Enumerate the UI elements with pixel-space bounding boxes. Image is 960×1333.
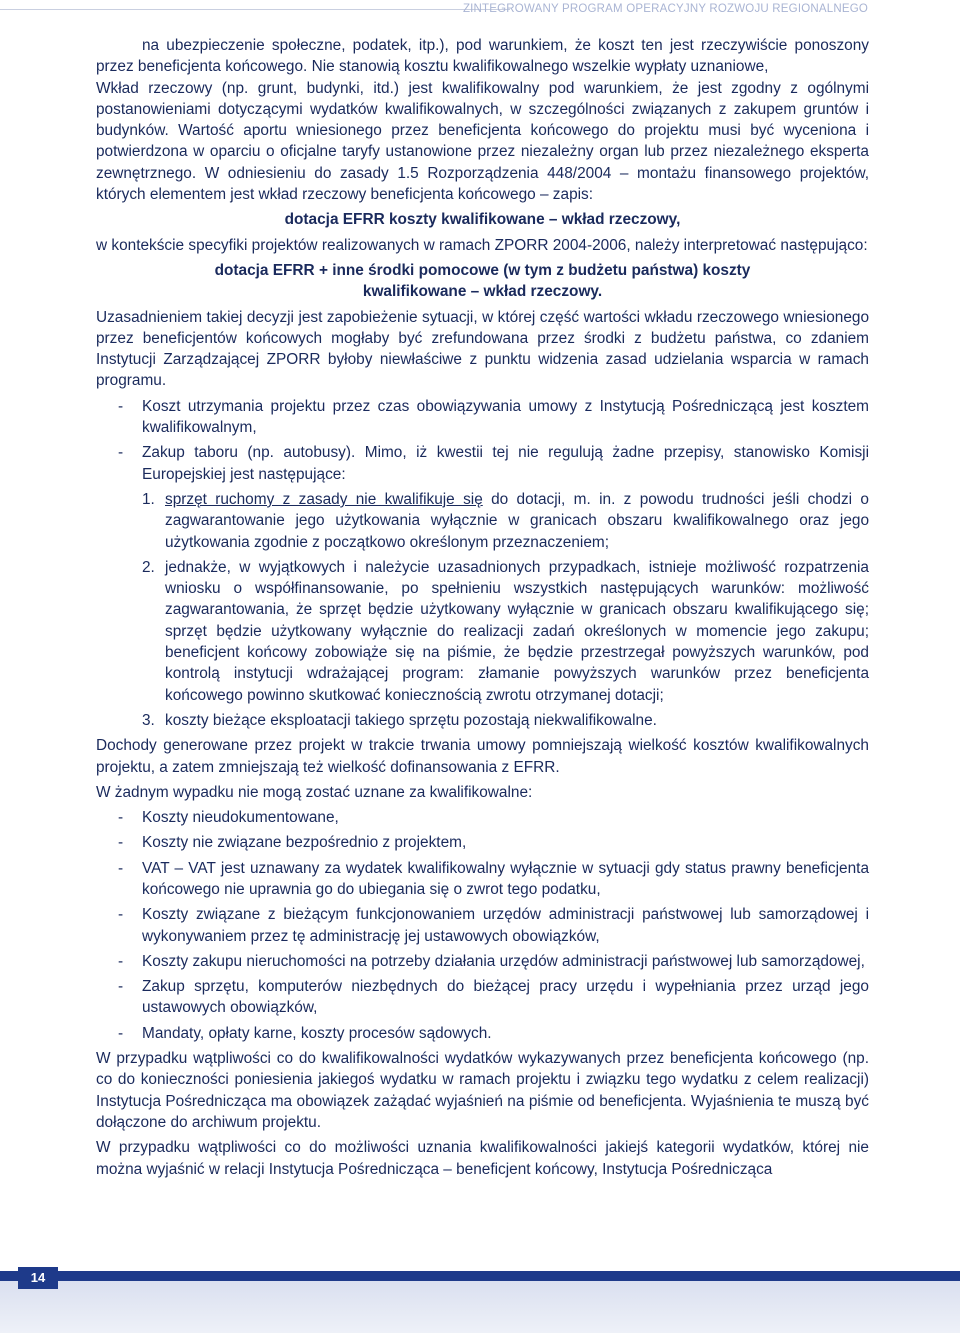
paragraph-doubts-expenses: W przypadku wątpliwości co do kwalifikowalności wydatków wykazywanych przez beneficjenta końcowego (np. co do konieczności poniesienia jakiegoś wydatku w ramach projektu i związku tego wydatku z celem realizacji) Instytucja Pośrednicząca ma obowiązek zażądać wyjaśnień na piśmie od beneficjenta. Wyjaśnienia te muszą być dołączone do archiwum projektu. — [96, 1050, 869, 1131]
paragraph-ineligible-intro: W żadnym wypadku nie mogą zostać uznane za kwalifikowalne: — [96, 783, 533, 801]
paragraph-wklad-rzeczowy: Wkład rzeczowy (np. grunt, budynki, itd.) jest kwalifikowalny pod warunkiem, że jest zgodny z ogólnymi postanowieniami dotyczącymi wydatków kwalifikowalnych, w szczególności związanych z zakupem gruntów i budynków. Wartość aportu wniesionego przez beneficjenta końcowego do projektu musi być wyceniona i potwierdzona w oparciu o oficjalne taryfy ustanowione przez niezależny organ lub przez niezależnego eksperta zewnętrznego. W odniesieniu do zasady 1.5 Rozporządzenia 448/2004 – montażu finansowego projektów, których elementem jest wkład rzeczowy beneficjenta końcowego – zapis: — [96, 79, 869, 204]
commission-position-list — [96, 489, 869, 731]
list-item: - Koszt utrzymania projektu przez czas obowiązywania umowy z Instytucją Pośredniczącą jest kosztem kwalifikowalnym, — [118, 397, 869, 437]
dash-marker: - — [118, 859, 124, 877]
dash-marker: - — [118, 1024, 124, 1042]
list-item: - Koszty nieudokumentowane, — [96, 807, 869, 828]
running-header: ZINTEGROWANY PROGRAM OPERACYJNY ROZWOJU REGIONALNEGO — [462, 3, 868, 15]
dash-marker: - — [118, 834, 124, 852]
formula-efrr: dotacja EFRR koszty kwalifikowane – wkład rzeczowy, — [284, 211, 681, 229]
page-number: 14 — [18, 1267, 58, 1289]
numbered-item: 2. jednakże, w wyjątkowych i należycie uzasadnionych przypadkach, istnieje możliwość rozpatrzenia wniosku o współfinansowanie, po spełnieniu wszystkich następujących warunków: możliwość zagwarantowania, że sprzęt będzie użytkowany wyłącznie w granicach obszaru kwalifikującego się; sprzęt będzie użytkowany wyłącznie do realizacji zadań określonych w momencie jego zakupu; beneficjent końcowy zobowiąże się na piśmie, że będzie przestrzegał powyższych warunków, pod kontrolą instytucji wdrażającej program: złamanie powyższych warunków przez beneficjenta końcowego powinno skutkować koniecznością zwrotu otrzymanej dotacji; — [142, 558, 869, 704]
list-item: - VAT – VAT jest uznawany za wydatek kwalifikowalny wyłącznie w sytuacji gdy status prawny beneficjenta końcowego nie uprawnia go do ubiegania się o zwrot tego podatku, — [118, 859, 869, 898]
dash-marker: - — [118, 952, 124, 970]
eligible-costs-list — [96, 396, 869, 485]
paragraph-justification: Uzasadnieniem takiej decyzji jest zapobieżenie sytuacji, w której część wartości wkładu rzeczowego wniesionego przez beneficjentów końcowych mogłaby być zrefundowana przez środki z budżetu państwa, co zdaniem Instytucji Zarządzającej ZPORR byłoby niewłaściwe z punktu widzenia zasad udzielania wsparcia w ramach programu. — [96, 308, 869, 390]
paragraph-doubts-categories: W przypadku wątpliwości co do możliwości uznania kwalifikowalności jakiejś kategorii wydatków, której nie można wyjaśnić w relacji Instytucja Pośrednicząca – beneficjent końcowy, Instytucja Pośrednicząca — [96, 1139, 869, 1178]
list-item: - Koszty zakupu nieruchomości na potrzeby działania urzędów administracji państwowej lub samorządowej, — [96, 951, 869, 972]
numbered-item: 1. sprzęt ruchomy z zasady nie kwalifikuje się do dotacji, m. in. z powodu trudności jeśli chodzi o zagwarantowanie jego użytkowania wyłącznie w granicach obszaru kwalifikowalnego oraz jego użytkowania zgodnie z początkowo określonym przeznaczeniem; — [142, 490, 869, 551]
dash-marker: - — [118, 397, 124, 415]
numbered-item: 3. koszty bieżące eksploatacji takiego sprzętu pozostają niekwalifikowalne. — [96, 710, 869, 731]
page-body — [96, 35, 869, 1184]
list-item: - Koszty związane z bieżącym funkcjonowaniem urzędów administracji państwowej lub samorządowej i wykonywaniem przez tę administrację jej ustawowych obowiązków, — [118, 906, 869, 945]
dash-marker: - — [118, 444, 124, 462]
paragraph-intro-continued: na ubezpieczenie społeczne, podatek, itp.), pod warunkiem, że koszt ten jest rzeczywiście ponoszony przez beneficjenta końcowego. Nie stanowią kosztu kwalifikowalnego wszelkie wypłaty uznaniowe, — [96, 37, 869, 76]
underlined-phrase: sprzęt ruchomy z zasady nie kwalifikuje się — [165, 490, 483, 508]
dash-marker: - — [118, 978, 124, 996]
ineligible-costs-list — [96, 807, 869, 1044]
list-item: - Zakup sprzętu, komputerów niezbędnych do bieżącej pracy urzędu i wypełniania przez urząd jego ustawowych obowiązków, — [118, 978, 869, 1017]
formula-efrr-extended: dotacja EFRR + inne środki pomocowe (w tym z budżetu państwa) koszty kwalifikowane – wkład rzeczowy. — [214, 261, 751, 301]
number-marker: 1. — [142, 490, 155, 508]
dash-marker: - — [118, 809, 124, 827]
header-rule — [0, 9, 510, 10]
list-item: - Koszty nie związane bezpośrednio z projektem, — [96, 832, 869, 853]
number-marker: 2. — [142, 558, 155, 576]
number-marker: 3. — [142, 711, 155, 729]
list-item: - Mandaty, opłaty karne, koszty procesów sądowych. — [96, 1023, 869, 1044]
paragraph-context: w kontekście specyfiki projektów realizowanych w ramach ZPORR 2004-2006, należy interpretować następująco: — [96, 236, 868, 254]
dash-marker: - — [118, 906, 124, 924]
paragraph-income: Dochody generowane przez projekt w trakcie trwania umowy pomniejszają wielkość kosztów kwalifikowalnych projektu, a zatem zmniejszają też wielkość dofinansowania z EFRR. — [96, 737, 869, 776]
footer-bar — [0, 1271, 960, 1281]
list-item: - Zakup taboru (np. autobusy). Mimo, iż kwestii tej nie regulują żadne przepisy, stanowisko Komisji Europejskiej jest następujące: — [118, 444, 869, 483]
